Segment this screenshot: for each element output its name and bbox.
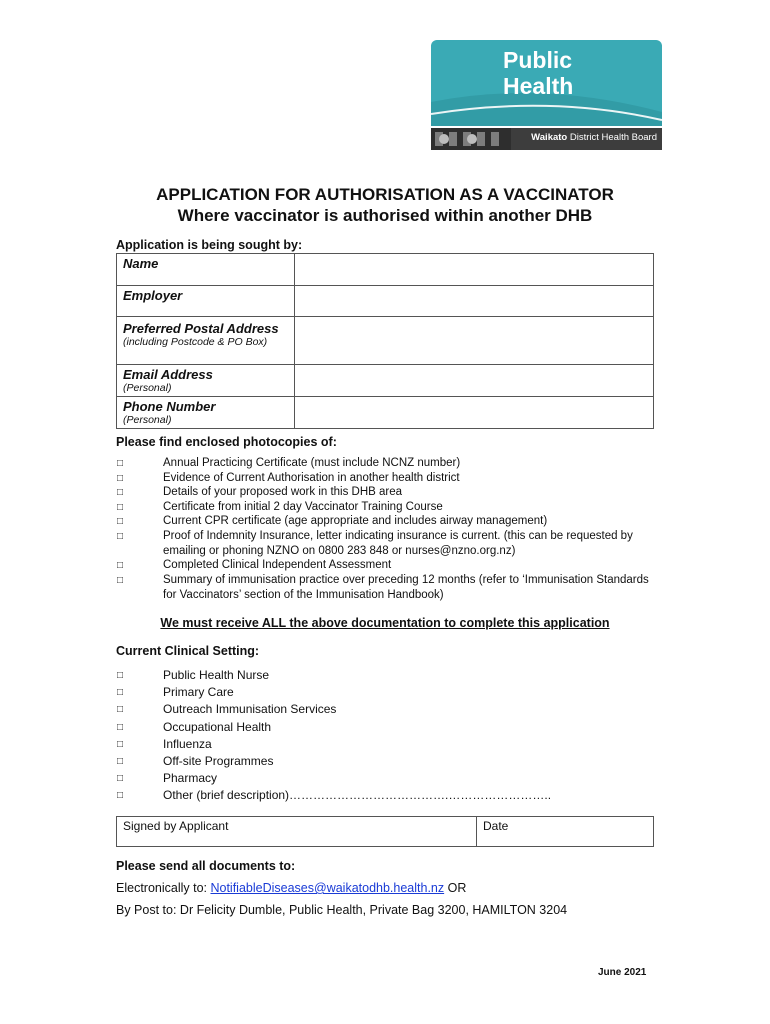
checkbox[interactable]: □ [117, 473, 124, 484]
logo-panel [431, 40, 662, 126]
field-sublabel: (Personal) [123, 382, 172, 394]
checkbox[interactable]: □ [117, 790, 124, 801]
field-label-employer: Employer [117, 286, 295, 317]
checkbox[interactable]: □ [117, 722, 124, 733]
list-item: Public Health Nurse [163, 668, 270, 682]
checkbox[interactable]: □ [117, 756, 124, 767]
applicant-heading: Application is being sought by: [116, 238, 303, 252]
logo-org-bar [431, 128, 662, 150]
field-label-postal-address: Preferred Postal Address (including Postcode & PO Box) [117, 317, 295, 365]
phone-input-cell[interactable] [295, 397, 654, 429]
field-sublabel: (Personal) [123, 414, 172, 426]
email-input-cell[interactable] [295, 365, 654, 397]
name-input-cell[interactable] [295, 254, 654, 286]
checkbox[interactable]: □ [117, 773, 124, 784]
clinical-setting-heading: Current Clinical Setting: [116, 644, 260, 658]
date-label: Date [483, 819, 509, 833]
logo-word-public: Public [503, 47, 573, 73]
list-item: Off-site Programmes [163, 754, 274, 768]
table-row [117, 365, 654, 397]
list-item: Completed Clinical Independent Assessment [163, 559, 392, 571]
list-item: Occupational Health [163, 720, 272, 734]
checkbox[interactable]: □ [117, 687, 124, 698]
signature-table [116, 816, 654, 847]
list-item: Primary Care [163, 685, 234, 699]
list-item: Summary of immunisation practice over preceding 12 months (refer to ‘Immunisation Standards for Vaccinators’ section of the Immunisation Handbook) [163, 574, 649, 601]
field-label-name: Name [117, 254, 295, 286]
list-item: Outreach Immunisation Services [163, 702, 337, 716]
applicant-details-table [116, 253, 654, 429]
checkbox[interactable]: □ [117, 739, 124, 750]
field-label-email: Email Address (Personal) [117, 365, 295, 397]
electronic-submission-line: Electronically to: NotifiableDiseases@waikatodhb.health.nz OR [116, 881, 467, 895]
documentation-notice: We must receive ALL the above documentation to complete this application [160, 616, 610, 630]
signature-cell[interactable] [117, 817, 477, 847]
checkbox[interactable]: □ [117, 575, 124, 586]
list-item: Current CPR certificate (age appropriate and includes airway management) [163, 515, 548, 527]
page-subtitle: Where vaccinator is authorised within another DHB [177, 206, 593, 225]
page-title: APPLICATION FOR AUTHORISATION AS A VACCINATOR [156, 185, 614, 204]
logo-pattern-strip [431, 128, 511, 150]
list-item: Details of your proposed work in this DHB area [163, 486, 403, 498]
field-sublabel: (including Postcode & PO Box) [123, 336, 268, 348]
public-health-logo [431, 40, 662, 150]
table-row [117, 397, 654, 429]
checkbox[interactable]: □ [117, 531, 124, 542]
checkbox[interactable]: □ [117, 487, 124, 498]
logo-word-health: Health [503, 73, 574, 99]
list-item: Annual Practicing Certificate (must include NCNZ number) [163, 457, 461, 469]
checkbox[interactable]: □ [117, 458, 124, 469]
checkbox[interactable]: □ [117, 502, 124, 513]
table-row [117, 817, 654, 847]
photocopies-heading: Please find enclosed photocopies of: [116, 435, 337, 449]
signed-by-label: Signed by Applicant [123, 819, 229, 833]
list-item: Other (brief description)………………………………….…………………….. [163, 788, 552, 802]
send-heading: Please send all documents to: [116, 859, 296, 873]
list-item: Proof of Indemnity Insurance, letter indicating insurance is current. (this can be requested by emailing or phoning NZNO on 0800 283 848 or nurses@nzno.org.nz) [163, 530, 633, 557]
checkbox[interactable]: □ [117, 704, 124, 715]
checkbox[interactable]: □ [117, 670, 124, 681]
table-row [117, 286, 654, 317]
logo-org-name: Waikato District Health Board [531, 132, 657, 143]
footer-date: June 2021 [598, 967, 647, 978]
employer-input-cell[interactable] [295, 286, 654, 317]
postal-submission-line: By Post to: Dr Felicity Dumble, Public Health, Private Bag 3200, HAMILTON 3204 [116, 903, 568, 917]
date-cell[interactable] [477, 817, 654, 847]
list-item: Certificate from initial 2 day Vaccinator Training Course [163, 501, 443, 513]
postal-address-input-cell[interactable] [295, 317, 654, 365]
list-item: Evidence of Current Authorisation in another health district [163, 472, 460, 484]
list-item: Influenza [163, 737, 212, 751]
email-link[interactable]: NotifiableDiseases@waikatodhb.health.nz [210, 881, 445, 895]
table-row [117, 317, 654, 365]
field-label-phone: Phone Number (Personal) [117, 397, 295, 429]
table-row [117, 254, 654, 286]
checkbox[interactable]: □ [117, 560, 124, 571]
list-item: Pharmacy [163, 771, 218, 785]
checkbox[interactable]: □ [117, 516, 124, 527]
